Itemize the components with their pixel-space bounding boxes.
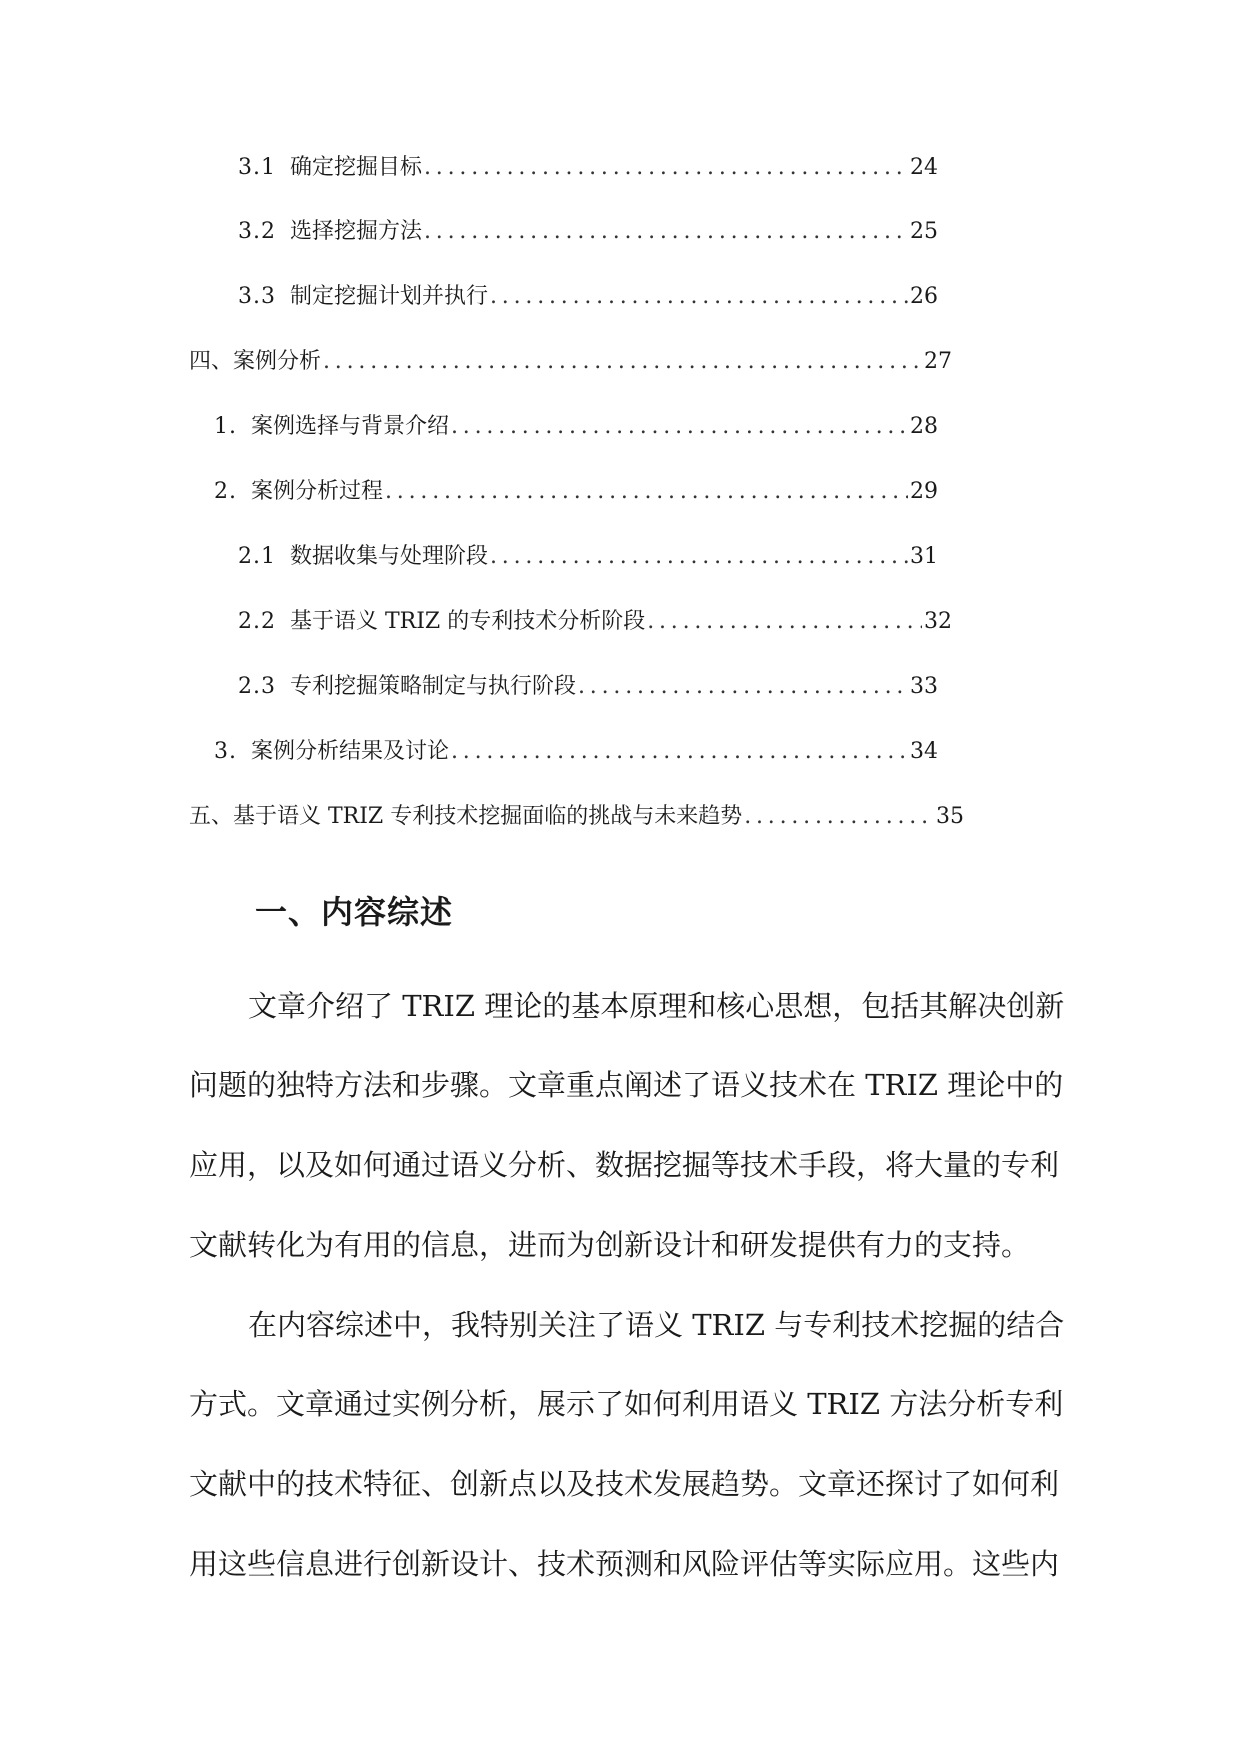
toc-entry-2-2[interactable] <box>238 607 952 637</box>
toc-leader-dots <box>323 347 922 377</box>
toc-leader-dots <box>647 607 922 637</box>
toc-leader-dots <box>385 477 908 507</box>
toc-leader-dots <box>424 153 908 183</box>
toc-leader-dots <box>490 542 908 572</box>
toc-leader-dots <box>744 802 934 832</box>
toc-number: 2.2 <box>238 609 276 634</box>
toc-title: 数据收集与处理阶段 <box>290 544 489 569</box>
toc-leader-dots <box>424 217 908 247</box>
toc-title: 确定挖掘目标 <box>290 155 423 180</box>
paragraph-line: 用这些信息进行创新设计、技术预测和风险评估等实际应用。这些内 <box>189 1547 1060 1581</box>
toc-page-number: 29 <box>910 479 938 504</box>
toc-title: 专利挖掘策略制定与执行阶段 <box>290 674 577 699</box>
toc-title: 四、案例分析 <box>189 349 322 374</box>
toc-page-number: 35 <box>936 804 964 829</box>
toc-page-number: 24 <box>910 155 938 180</box>
paragraph-line: 文献中的技术特征、创新点以及技术发展趋势。文章还探讨了如何利 <box>189 1467 1060 1501</box>
toc-title: 案例选择与背景介绍 <box>251 414 450 439</box>
paragraph-line: 方式。文章通过实例分析，展示了如何利用语义 TRIZ 方法分析专利 <box>189 1387 1064 1421</box>
toc-entry-3-2[interactable] <box>238 217 938 247</box>
toc-number: 2.1 <box>238 544 276 569</box>
toc-leader-dots <box>490 282 908 312</box>
toc-entry-section-5[interactable] <box>189 802 964 832</box>
toc-number: 3.1 <box>238 155 276 180</box>
toc-page-number: 33 <box>910 674 938 699</box>
toc-entry-4-3[interactable] <box>214 737 938 767</box>
toc-number: 2.3 <box>238 674 276 699</box>
section-heading: 一、内容综述 <box>255 893 454 931</box>
toc-page-number: 32 <box>924 609 952 634</box>
toc-title: 基于语义 TRIZ 的专利技术分析阶段 <box>290 609 646 634</box>
toc-title: 案例分析过程 <box>251 479 384 504</box>
paragraph-line: 文章介绍了 TRIZ 理论的基本原理和核心思想，包括其解决创新 <box>248 989 1065 1023</box>
paragraph-line: 应用，以及如何通过语义分析、数据挖掘等技术手段，将大量的专利 <box>189 1148 1060 1182</box>
paragraph-line: 在内容综述中，我特别关注了语义 TRIZ 与专利技术挖掘的结合 <box>248 1308 1065 1342</box>
toc-leader-dots <box>578 672 908 702</box>
toc-page-number: 31 <box>910 544 938 569</box>
toc-page-number: 25 <box>910 219 938 244</box>
toc-title: 案例分析结果及讨论 <box>251 739 450 764</box>
toc-entry-3-3[interactable] <box>238 282 938 312</box>
toc-leader-dots <box>451 737 908 767</box>
toc-entry-section-4[interactable] <box>189 347 952 377</box>
toc-entry-4-1[interactable] <box>214 412 938 442</box>
toc-page-number: 27 <box>924 349 952 374</box>
paragraph-line: 问题的独特方法和步骤。文章重点阐述了语义技术在 TRIZ 理论中的 <box>189 1068 1064 1102</box>
toc-entry-4-2[interactable] <box>214 477 938 507</box>
toc-number: 3.3 <box>238 284 276 309</box>
toc-entry-2-1[interactable] <box>238 542 938 572</box>
toc-leader-dots <box>451 412 908 442</box>
toc-title: 选择挖掘方法 <box>290 219 423 244</box>
toc-page-number: 28 <box>910 414 938 439</box>
toc-page-number: 26 <box>910 284 938 309</box>
paragraph-line: 文献转化为有用的信息，进而为创新设计和研发提供有力的支持。 <box>189 1228 1031 1262</box>
toc-number: 3. <box>214 739 237 764</box>
toc-number: 3.2 <box>238 219 276 244</box>
toc-number: 1. <box>214 414 237 439</box>
toc-number: 2. <box>214 479 237 504</box>
toc-entry-2-3[interactable] <box>238 672 938 702</box>
toc-title: 制定挖掘计划并执行 <box>290 284 489 309</box>
toc-title: 五、基于语义 TRIZ 专利技术挖掘面临的挑战与未来趋势 <box>189 804 743 829</box>
toc-entry-3-1[interactable] <box>238 153 938 183</box>
toc-page-number: 34 <box>910 739 938 764</box>
